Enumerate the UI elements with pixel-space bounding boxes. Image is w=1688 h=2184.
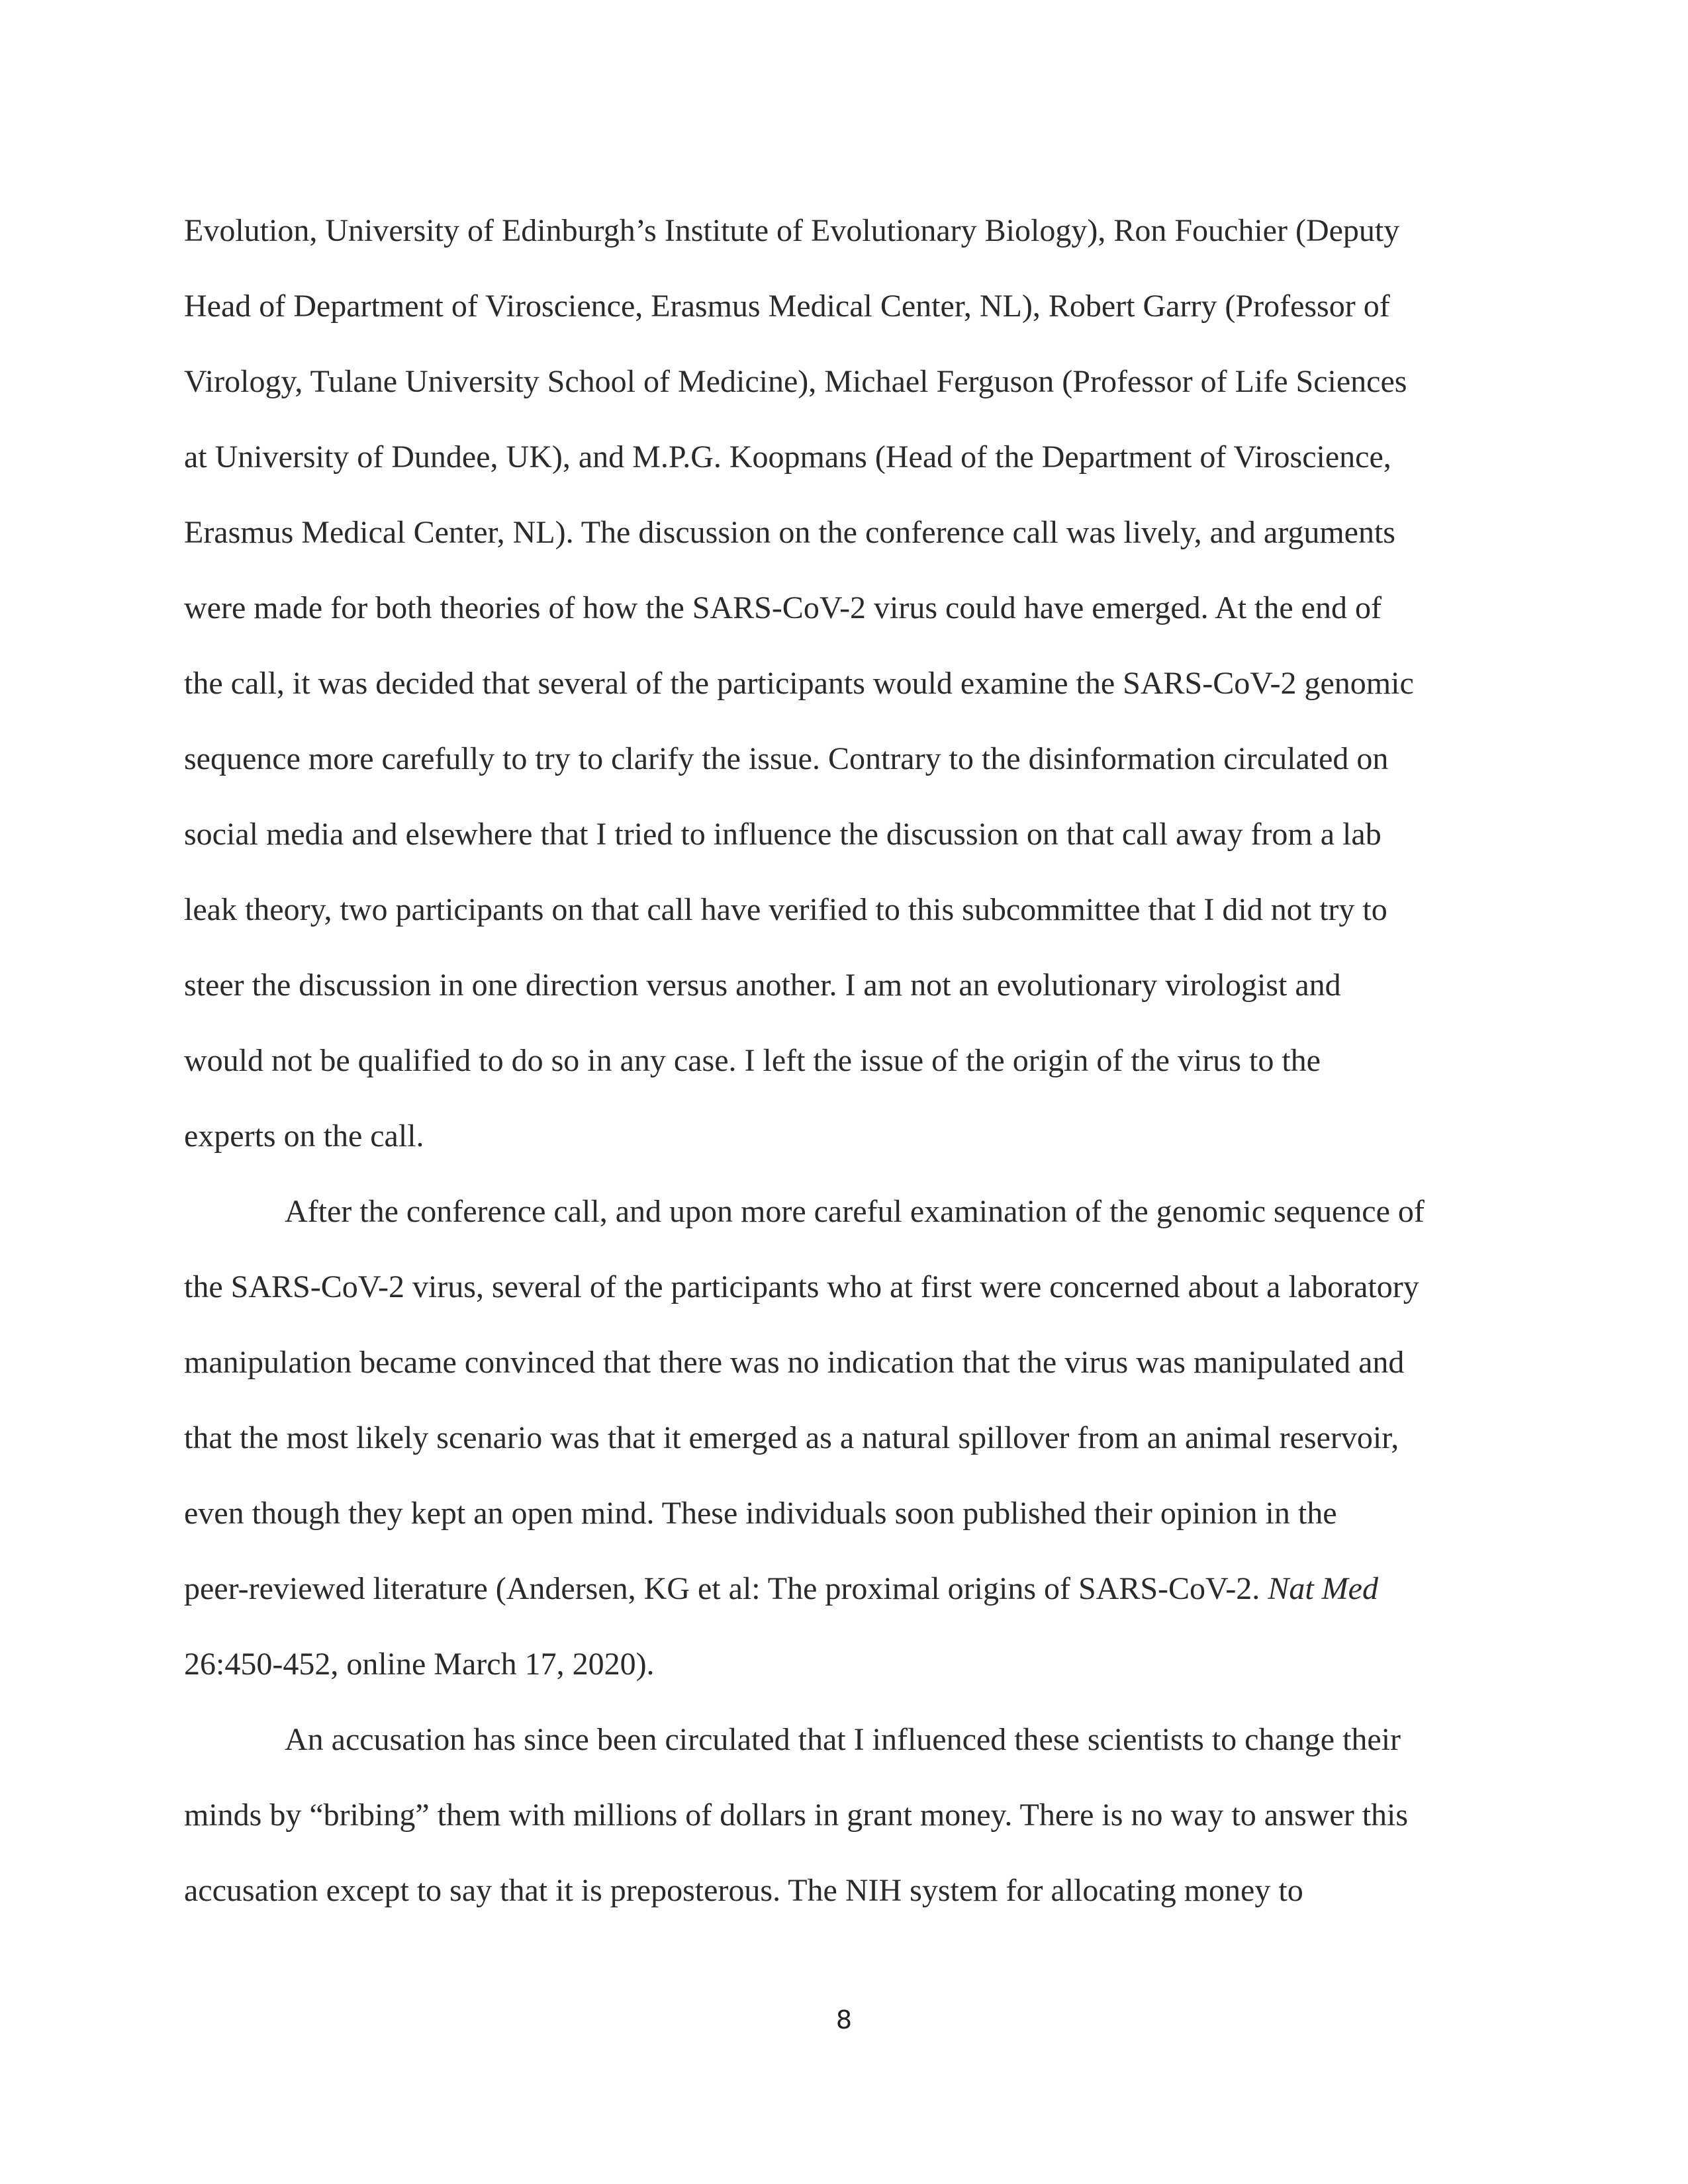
paragraph-1-line-2: Head of Department of Viroscience, Erasmus Medical Center, NL), Robert Garry (Professor of bbox=[184, 289, 1390, 324]
paragraph-1-line-13: experts on the call. bbox=[184, 1118, 424, 1154]
paragraph-3-line-1: An accusation has since been circulated that I influenced these scientists to change their bbox=[285, 1722, 1401, 1757]
paragraph-1-line-3: Virology, Tulane University School of Medicine), Michael Ferguson (Professor of Life Sciences bbox=[184, 364, 1407, 399]
paragraph-2-line-5: even though they kept an open mind. These individuals soon published their opinion in the bbox=[184, 1496, 1337, 1531]
paragraph-2-line-7: 26:450-452, online March 17, 2020). bbox=[184, 1647, 655, 1682]
paragraph-1-line-8: sequence more carefully to try to clarify the issue. Contrary to the disinformation circulated on bbox=[184, 741, 1389, 776]
paragraph-1-line-5: Erasmus Medical Center, NL). The discussion on the conference call was lively, and arguments bbox=[184, 515, 1395, 550]
paragraph-1-line-4: at University of Dundee, UK), and M.P.G. Koopmans (Head of the Department of Viroscience, bbox=[184, 439, 1391, 475]
paragraph-2-line-4: that the most likely scenario was that it emerged as a natural spillover from an animal reservoir, bbox=[184, 1420, 1399, 1455]
paragraph-3-line-2: minds by “bribing” them with millions of dollars in grant money. There is no way to answer this bbox=[184, 1797, 1409, 1833]
body-text bbox=[184, 193, 1481, 1929]
paragraph-1-line-1: Evolution, University of Edinburgh’s Institute of Evolutionary Biology), Ron Fouchier (Deputy bbox=[184, 213, 1400, 248]
journal-name: Nat Med bbox=[1268, 1571, 1378, 1606]
paragraph-2-line-2: the SARS-CoV-2 virus, several of the participants who at first were concerned about a laboratory bbox=[184, 1269, 1419, 1304]
page-number: 8 bbox=[835, 2005, 853, 2034]
paragraph-2-line-1: After the conference call, and upon more careful examination of the genomic sequence of bbox=[285, 1194, 1425, 1229]
paragraph-2-line-3: manipulation became convinced that there was no indication that the virus was manipulated and bbox=[184, 1345, 1405, 1380]
paragraph-1-line-7: the call, it was decided that several of the participants would examine the SARS-CoV-2 genomic bbox=[184, 666, 1414, 701]
paragraph-1-line-6: were made for both theories of how the SARS-CoV-2 virus could have emerged. At the end of bbox=[184, 590, 1382, 625]
paragraph-3-line-3: accusation except to say that it is preposterous. The NIH system for allocating money to bbox=[184, 1873, 1303, 1908]
paragraph-1-line-10: leak theory, two participants on that call have verified to this subcommittee that I did not try to bbox=[184, 892, 1387, 927]
paragraph-1-line-9: social media and elsewhere that I tried to influence the discussion on that call away from a lab bbox=[184, 817, 1382, 852]
paragraph-2-line-6 bbox=[184, 1551, 1481, 1627]
citation-text: peer-reviewed literature (Andersen, KG et al: The proximal origins of SARS-CoV-2. bbox=[184, 1571, 1268, 1606]
paragraph-1-line-12: would not be qualified to do so in any case. I left the issue of the origin of the virus to the bbox=[184, 1043, 1321, 1078]
paragraph-1-line-11: steer the discussion in one direction versus another. I am not an evolutionary virologist and bbox=[184, 968, 1341, 1003]
